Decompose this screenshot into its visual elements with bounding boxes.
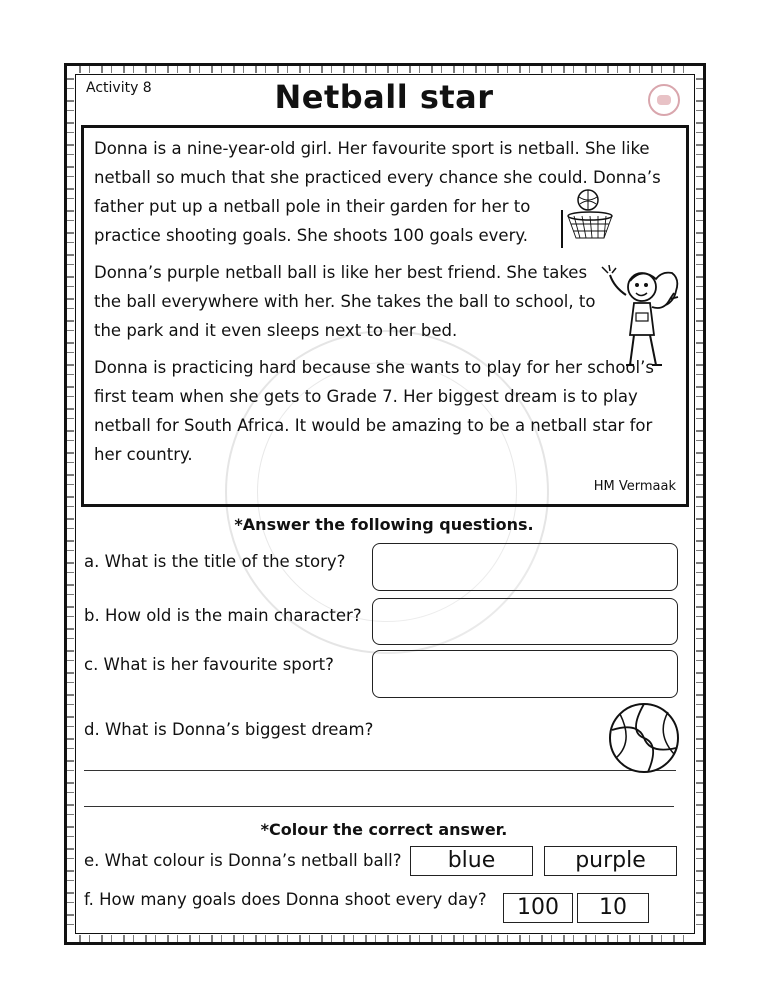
option-purple[interactable]: purple (544, 846, 677, 876)
frame-decoration-right (696, 78, 704, 930)
story-line: first team when she gets to Grade 7. Her biggest dream is to play (94, 387, 638, 406)
option-100[interactable]: 100 (503, 893, 573, 923)
netball-icon (608, 702, 680, 774)
frame-decoration-bottom (79, 935, 691, 943)
story-line: Donna is practicing hard because she wants to play for her school’s (94, 358, 654, 377)
answer-box-b[interactable] (372, 598, 678, 645)
story-line: Donna’s purple netball ball is like her best friend. She takes (94, 263, 588, 282)
answer-box-a[interactable] (372, 543, 678, 591)
option-blue[interactable]: blue (410, 846, 533, 876)
section-heading-colour: *Colour the correct answer. (260, 820, 508, 839)
story-line: practice shooting goals. She shoots 100 goals every. (94, 226, 529, 245)
activity-label: Activity 8 (86, 80, 152, 96)
question-f: f. How many goals does Donna shoot every day? (84, 890, 487, 909)
netball-girl-icon (600, 265, 690, 370)
question-a: a. What is the title of the story? (84, 552, 346, 571)
question-e: e. What colour is Donna’s netball ball? (84, 851, 402, 870)
question-c: c. What is her favourite sport? (84, 655, 334, 674)
story-line: netball for South Africa. It would be amazing to be a netball star for (94, 416, 653, 435)
frame-decoration-top (79, 65, 691, 73)
story-paragraph-3 (94, 353, 654, 469)
story-line: the park and it even sleeps next to her bed. (94, 321, 458, 340)
answer-line-d-1[interactable] (84, 770, 676, 771)
story-line: her country. (94, 445, 193, 464)
option-10[interactable]: 10 (577, 893, 649, 923)
story-box (81, 125, 689, 507)
question-d: d. What is Donna’s biggest dream? (84, 720, 374, 739)
story-paragraph-2 (94, 258, 595, 345)
story-line: Donna is a nine-year-old girl. Her favourite sport is netball. She like (94, 139, 650, 158)
section-heading-answer: *Answer the following questions. (234, 515, 534, 534)
frame-decoration-left (66, 78, 74, 930)
logo-icon (648, 84, 680, 116)
answer-line-d-2[interactable] (84, 806, 674, 807)
story-line: netball so much that she practiced every chance she could. Donna’s (94, 168, 661, 187)
answer-box-c[interactable] (372, 650, 678, 698)
author-credit: HM Vermaak (593, 479, 676, 494)
page-title: Netball star (274, 78, 494, 116)
story-line: father put up a netball pole in their garden for her to (94, 197, 531, 216)
netball-hoop-icon (558, 188, 618, 248)
story-line: the ball everywhere with her. She takes the ball to school, to (94, 292, 596, 311)
question-b: b. How old is the main character? (84, 606, 362, 625)
